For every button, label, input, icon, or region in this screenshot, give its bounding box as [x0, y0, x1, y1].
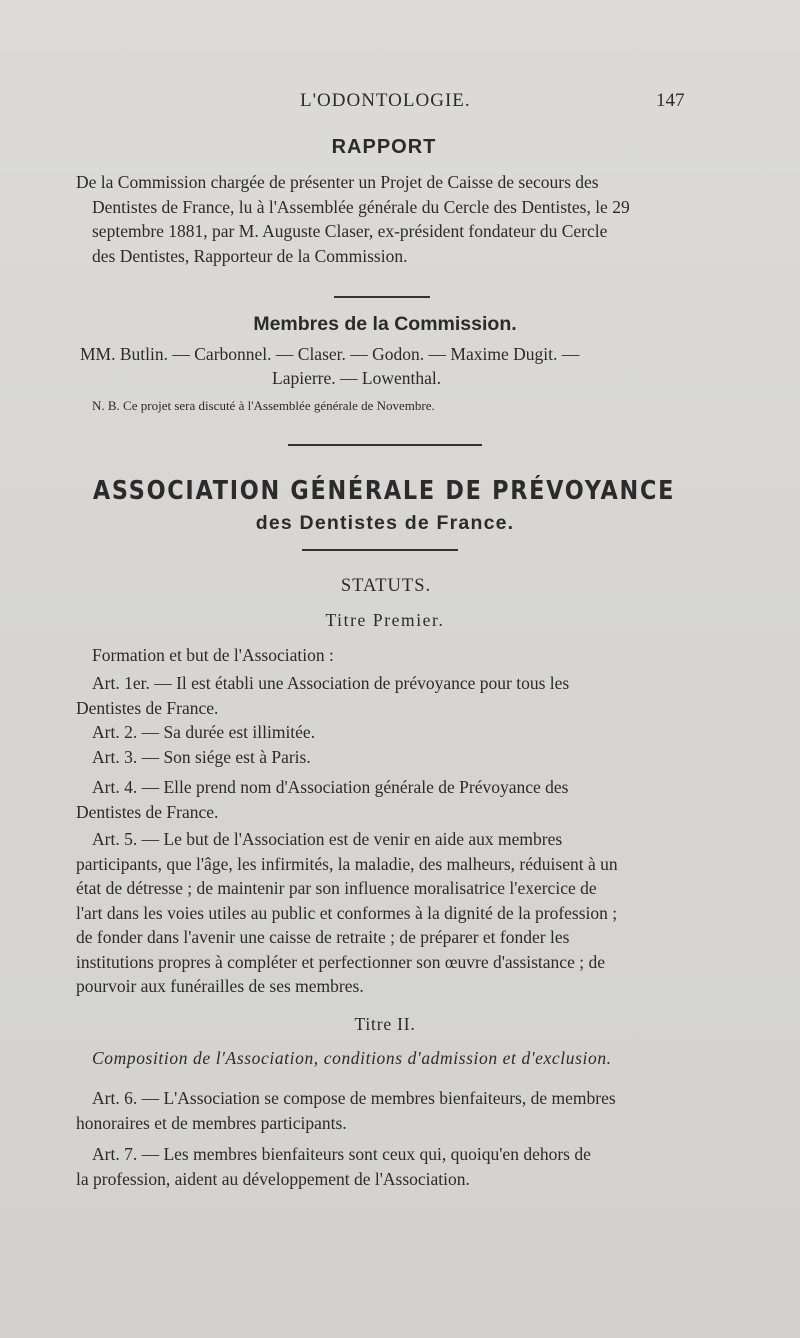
divider [334, 296, 430, 298]
text-line: de fonder dans l'avenir une caisse de retraite ; de préparer et fonder les [76, 927, 570, 947]
text-line: la profession, aident au développement de l'Association. [76, 1168, 470, 1189]
composition-heading: Composition de l'Association, conditions d'admission et d'exclusion. [92, 1048, 612, 1068]
article-7 [76, 1142, 686, 1191]
formation-heading: Formation et but de l'Association : [92, 645, 334, 665]
text-line: Dentistes de France. [76, 697, 219, 718]
text-line: Art. 7. — Les membres bienfaiteurs sont ceux qui, quoiqu'en dehors de [92, 1144, 591, 1164]
association-title: ASSOCIATION GÉNÉRALE DE PRÉVOYANCE [92, 476, 676, 506]
commission-heading: Membres de la Commission. [253, 313, 517, 335]
text-line: Art. 5. — Le but de l'Association est de venir en aide aux membres [92, 829, 563, 849]
divider [302, 549, 458, 551]
association-subtitle: des Dentistes de France. [255, 512, 515, 534]
statuts-heading: STATUTS. [340, 576, 432, 596]
text-line: Art. 4. — Elle prend nom d'Association générale de Prévoyance des [92, 777, 569, 797]
titre-premier: Titre Premier. [325, 610, 445, 630]
text-line: état de détresse ; de maintenir par son influence moralisatrice l'exercice de [76, 878, 597, 898]
commission-members-line: Lapierre. — Lowenthal. [272, 368, 442, 388]
running-title: L'ODONTOLOGIE. [300, 90, 471, 111]
article-1 [76, 671, 686, 720]
text-line: institutions propres à compléter et perfectionner son œuvre d'assistance ; de [76, 951, 605, 972]
rapport-heading: RAPPORT [331, 136, 437, 158]
text-line: l'art dans les voies utiles au public et conformes à la dignité de la profession ; [76, 902, 618, 923]
titre-ii: Titre II. [354, 1014, 416, 1034]
article-3: Art. 3. — Son siége est à Paris. [92, 747, 311, 767]
text-line: Dentistes de France. [76, 801, 219, 822]
text-line: Art. 1er. — Il est établi une Association de prévoyance pour tous les [92, 673, 570, 693]
text-line: pourvoir aux funérailles de ses membres. [76, 976, 364, 996]
text-line: Dentistes de France, lu à l'Assemblée générale du Cercle des Dentistes, le 29 [92, 196, 630, 217]
article-4 [76, 775, 686, 824]
text-line: septembre 1881, par M. Auguste Claser, ex-président fondateur du Cercle [92, 221, 608, 241]
rapport-paragraph [76, 170, 696, 268]
text-line: Art. 6. — L'Association se compose de membres bienfaiteurs, de membres [92, 1088, 616, 1108]
text-line: participants, que l'âge, les infirmités, la maladie, des malheurs, réduisent à un [76, 853, 618, 874]
text-line: honoraires et de membres participants. [76, 1112, 347, 1133]
article-5 [76, 827, 686, 999]
text-line: De la Commission chargée de présenter un Projet de Caisse de secours des [76, 172, 599, 192]
article-2: Art. 2. — Sa durée est illimitée. [92, 722, 316, 742]
commission-members-line: MM. Butlin. — Carbonnel. — Claser. — Godon. — Maxime Dugit. — [80, 344, 580, 364]
article-6 [76, 1086, 686, 1135]
page-number: 147 [656, 90, 685, 111]
note: N. B. Ce projet sera discuté à l'Assemblée générale de Novembre. [92, 398, 435, 413]
divider [288, 444, 482, 446]
text-line: des Dentistes, Rapporteur de la Commission. [92, 245, 408, 266]
